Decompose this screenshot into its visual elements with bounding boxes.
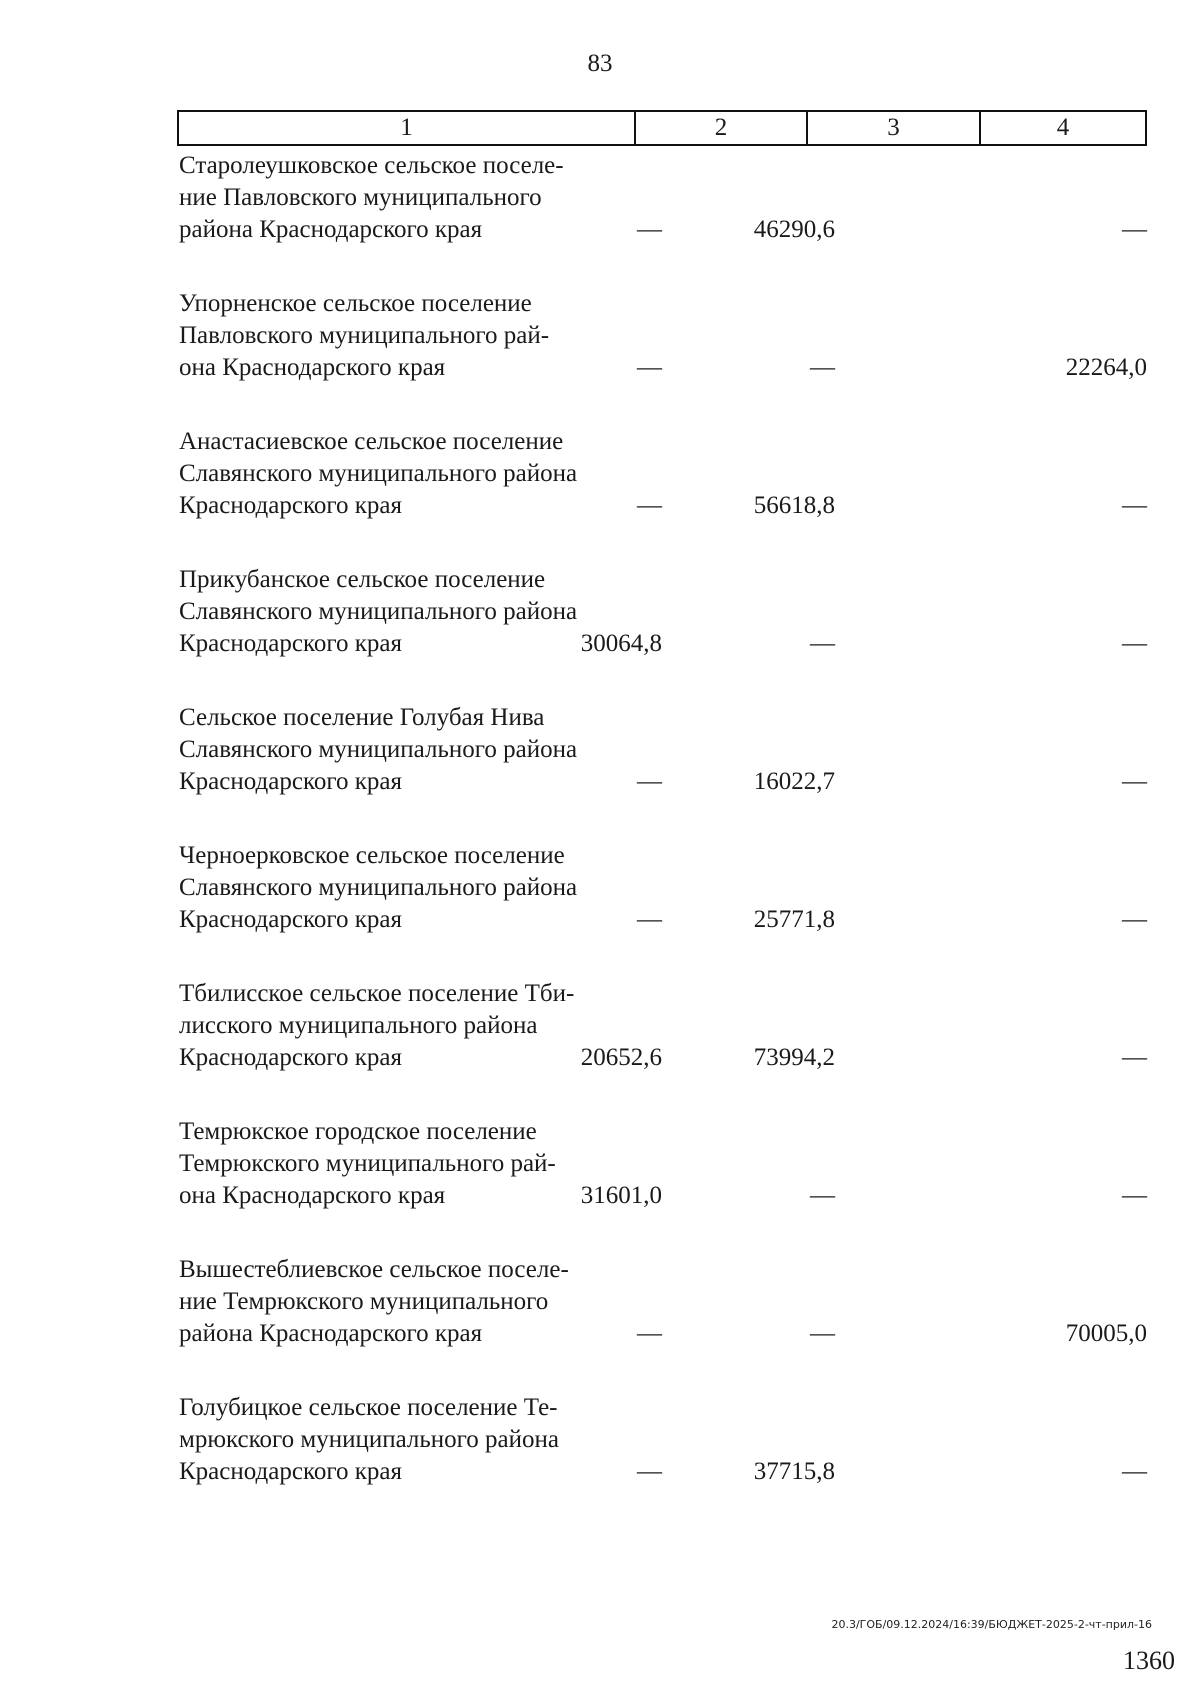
value-col-3: — [810,1182,835,1209]
value-col-3: 16022,7 [753,768,835,795]
settlement-name-line: Темрюкского муниципального рай- [179,1150,556,1177]
table-row [177,564,1147,702]
settlement-name-line: Славянского муниципального района [179,598,578,625]
value-col-3: 25771,8 [753,906,835,933]
settlement-name-line: мрюкского муниципального района [179,1426,559,1453]
table-row [177,1116,1147,1254]
settlement-name-line: Краснодарского края [179,630,402,657]
settlement-name-line: Краснодарского края [179,1044,402,1071]
settlement-name-line: Тбилисское сельское поселение Тби- [179,980,575,1007]
value-col-2: 20652,6 [580,1044,662,1071]
value-col-4: 70005,0 [1065,1320,1147,1347]
value-col-3: 56618,8 [753,492,835,519]
settlement-name-line: лисского муниципального района [179,1012,538,1039]
settlement-name-line: она Краснодарского края [179,354,446,381]
settlement-name-line: Анастасиевское сельское поселение [179,428,564,455]
value-col-4: 22264,0 [1065,354,1147,381]
header-col-4: 4 [979,112,1145,144]
value-col-2: — [637,354,662,381]
table-row [177,1254,1147,1392]
value-col-2: — [637,906,662,933]
value-col-4: — [1122,768,1147,795]
table-row [177,426,1147,564]
value-col-4: — [1122,1182,1147,1209]
settlement-name-line: Славянского муниципального района [179,460,578,487]
settlement-name-line: Славянского муниципального района [179,736,578,763]
table-row [177,840,1147,978]
value-col-2: — [637,1458,662,1485]
value-col-4: — [1122,906,1147,933]
settlement-name-line: Темрюкское городское поселение [179,1118,537,1145]
value-col-2: — [637,1320,662,1347]
value-col-4: — [1122,1458,1147,1485]
settlement-name-line: ние Павловского муниципального [179,184,542,211]
table-row [177,1392,1147,1530]
value-col-4: — [1122,216,1147,243]
settlement-name-line: Славянского муниципального района [179,874,578,901]
settlement-name-line: Прикубанское сельское поселение [179,566,546,593]
page-number: 83 [587,50,613,77]
settlement-name-line: Черноерковское сельское поселение [179,842,565,869]
settlement-name-line: Старолеушковское сельское поселе- [179,152,564,179]
table-row [177,702,1147,840]
header-col-2: 2 [634,112,806,144]
settlement-name-line: Краснодарского края [179,1458,402,1485]
settlement-name-line: Сельское поселение Голубая Нива [179,704,545,731]
settlement-name-line: Краснодарского края [179,768,402,795]
settlement-name-line: Краснодарского края [179,906,402,933]
table-row [177,978,1147,1116]
value-col-4: — [1122,492,1147,519]
value-col-2: — [637,768,662,795]
value-col-4: — [1122,630,1147,657]
value-col-3: 46290,6 [753,216,835,243]
settlement-name-line: Голубицкое сельское поселение Те- [179,1394,558,1421]
value-col-2: 30064,8 [580,630,662,657]
settlement-name-line: она Краснодарского края [179,1182,446,1209]
settlement-name-line: Павловского муниципального рай- [179,322,550,349]
table-header [177,110,1147,146]
table-row [177,288,1147,426]
settlement-name-line: Упорненское сельское поселение [179,290,532,317]
table-body [177,150,1147,1530]
settlement-name-line: района Краснодарского края [179,1320,483,1347]
table-row [177,150,1147,288]
settlement-name-line: района Краснодарского края [179,216,483,243]
value-col-3: 37715,8 [753,1458,835,1485]
settlement-name-line: ние Темрюкского муниципального [179,1288,549,1315]
value-col-3: — [810,630,835,657]
settlement-name-line: Краснодарского края [179,492,402,519]
value-col-3: — [810,354,835,381]
value-col-3: 73994,2 [753,1044,835,1071]
value-col-2: — [637,492,662,519]
header-col-3: 3 [806,112,979,144]
settlement-name-line: Вышестеблиевское сельское поселе- [179,1256,569,1283]
value-col-2: 31601,0 [580,1182,662,1209]
document-footer-code: 20.3/ГОБ/09.12.2024/16:39/БЮДЖЕТ-2025-2-чт-прил-16 [831,1618,1152,1631]
value-col-4: — [1122,1044,1147,1071]
sheet-number: 1360 [1123,1646,1175,1675]
value-col-2: — [637,216,662,243]
value-col-3: — [810,1320,835,1347]
header-col-1: 1 [400,114,413,141]
